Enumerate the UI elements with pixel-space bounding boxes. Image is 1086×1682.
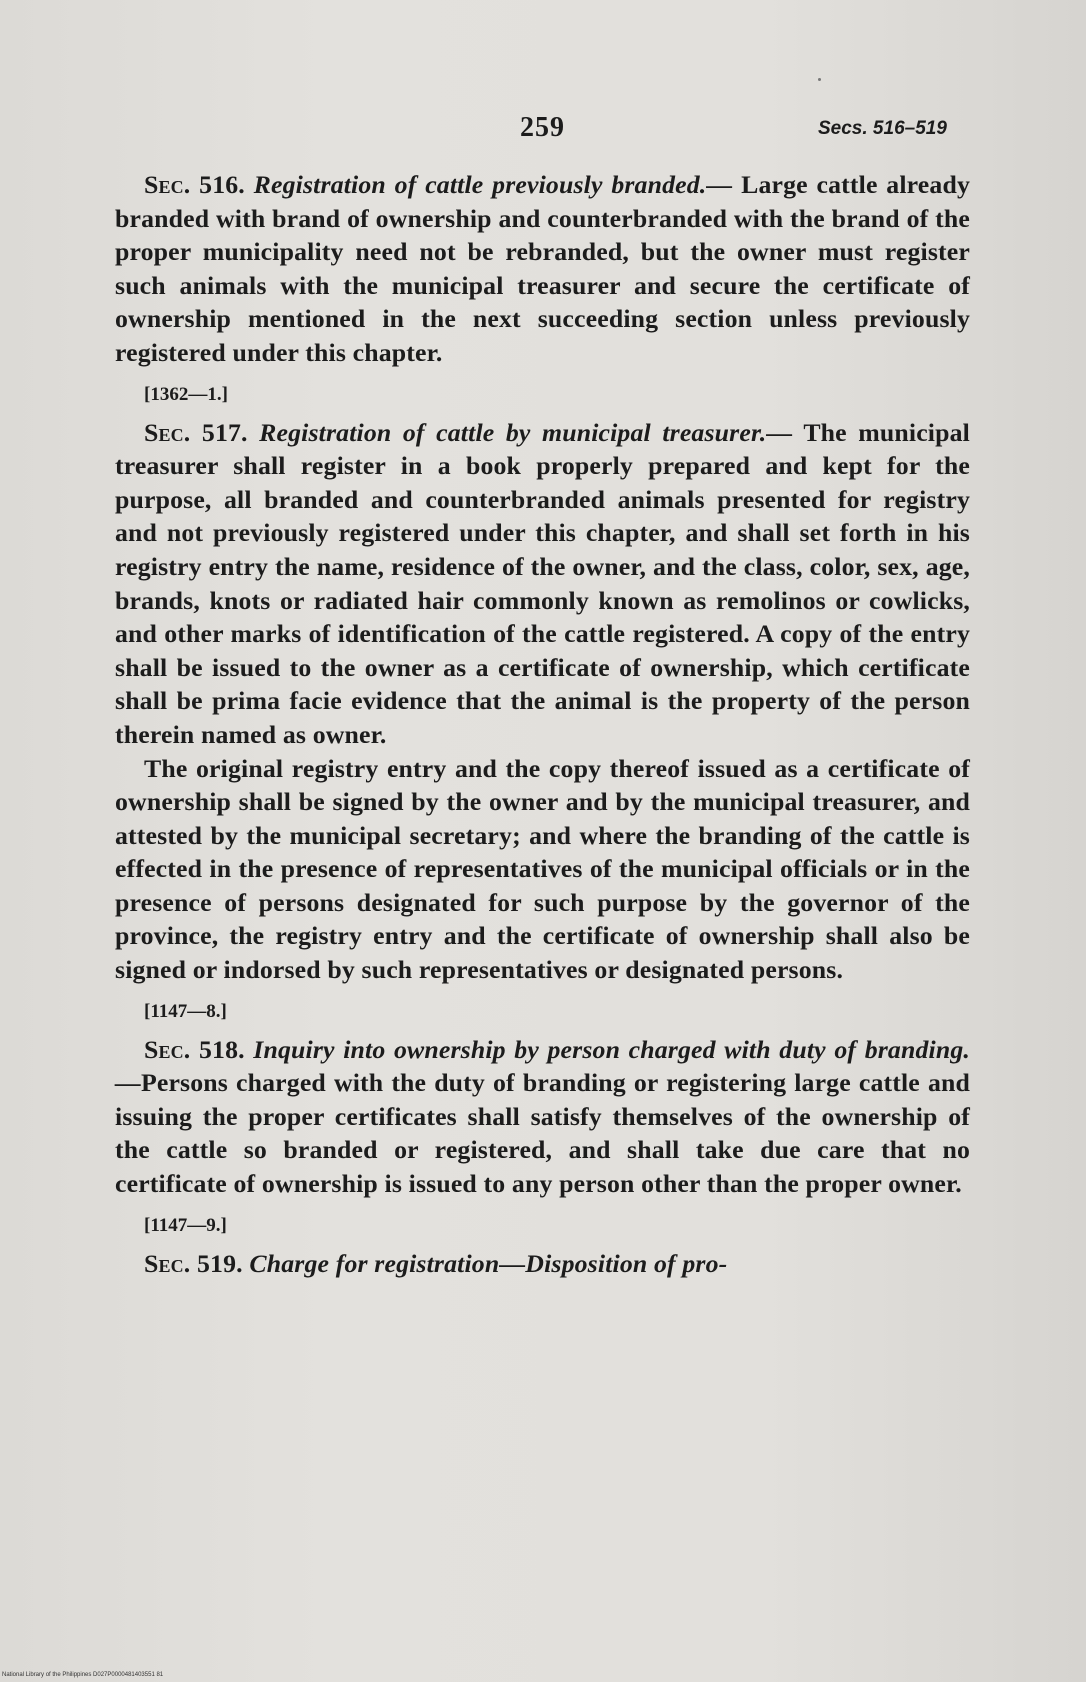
section-heading: Inquiry into ownership by person charged with duty of branding.— <box>115 1034 970 1098</box>
paper-speck <box>818 78 821 81</box>
page-number: 259 <box>520 112 565 143</box>
citation-516: [1362—1.] <box>144 383 228 405</box>
section-519 <box>115 1247 970 1281</box>
section-body: Persons charged with the duty of branding or registering large cattle and issuing the proper certificates shall satisfy themselves of the ownership of the cattle so branded or registered, and shall take due care that no certificate of ownership is issued to any person other than the proper owner. <box>115 1068 970 1199</box>
section-body: Large cattle already branded with brand of ownership and counterbranded with the brand of the proper municipality need not be rebranded, but the owner must register such animals with the municipal treasurer and secure the certificate of ownership mentioned in the next succeeding section unless previously registered under this chapter. <box>115 170 971 367</box>
section-label: Sec. 519. <box>144 1248 243 1278</box>
section-518 <box>115 1033 970 1201</box>
section-body: The municipal treasurer shall register in a book properly prepared and kept for the purpose, all branded and counterbranded animals presented for registry and not previously registered under this chapter, and shall set forth in his registry entry the name, residence of the owner, and the class, color, sex, age, brands, knots or radiated hair commonly known as remolinos or cowlicks, and other marks of identification of the cattle registered. A copy of the entry shall be issued to the owner as a certificate of ownership, which certificate shall be prima facie evidence that the animal is the property of the person therein named as owner. <box>115 417 970 749</box>
section-517 <box>115 416 970 752</box>
body-text <box>115 168 970 1280</box>
section-heading: Registration of cattle previously branded.— <box>253 170 733 199</box>
section-517-paragraph-2: The original registry entry and the copy thereof issued as a certificate of ownership shall be signed by the owner and by the municipal treasurer, and attested by the municipal secretary; and where the branding of the cattle is effected in the presence of representatives of the municipal officials or in the presence of persons designated for such purpose by the governor of the province, the registry entry and the certificate of ownership shall also be signed or indorsed by such representatives or designated persons. <box>115 753 970 985</box>
section-label: Sec. 517. <box>144 417 248 447</box>
section-heading: Registration of cattle by municipal treasurer.— <box>259 417 793 447</box>
section-label: Sec. 518. <box>144 1034 245 1064</box>
section-label: Sec. 516. <box>144 170 245 199</box>
page-header <box>0 112 1086 152</box>
running-head: Secs. 516–519 <box>818 118 947 139</box>
citation-518: [1147—9.] <box>144 1214 227 1236</box>
citation-517: [1147—8.] <box>144 1000 227 1022</box>
section-516 <box>115 168 970 370</box>
section-heading: Charge for registration—Disposition of pro- <box>249 1248 728 1278</box>
archive-footer-mark: National Library of the Philippines D027P0000481403551 81 <box>2 1672 164 1678</box>
